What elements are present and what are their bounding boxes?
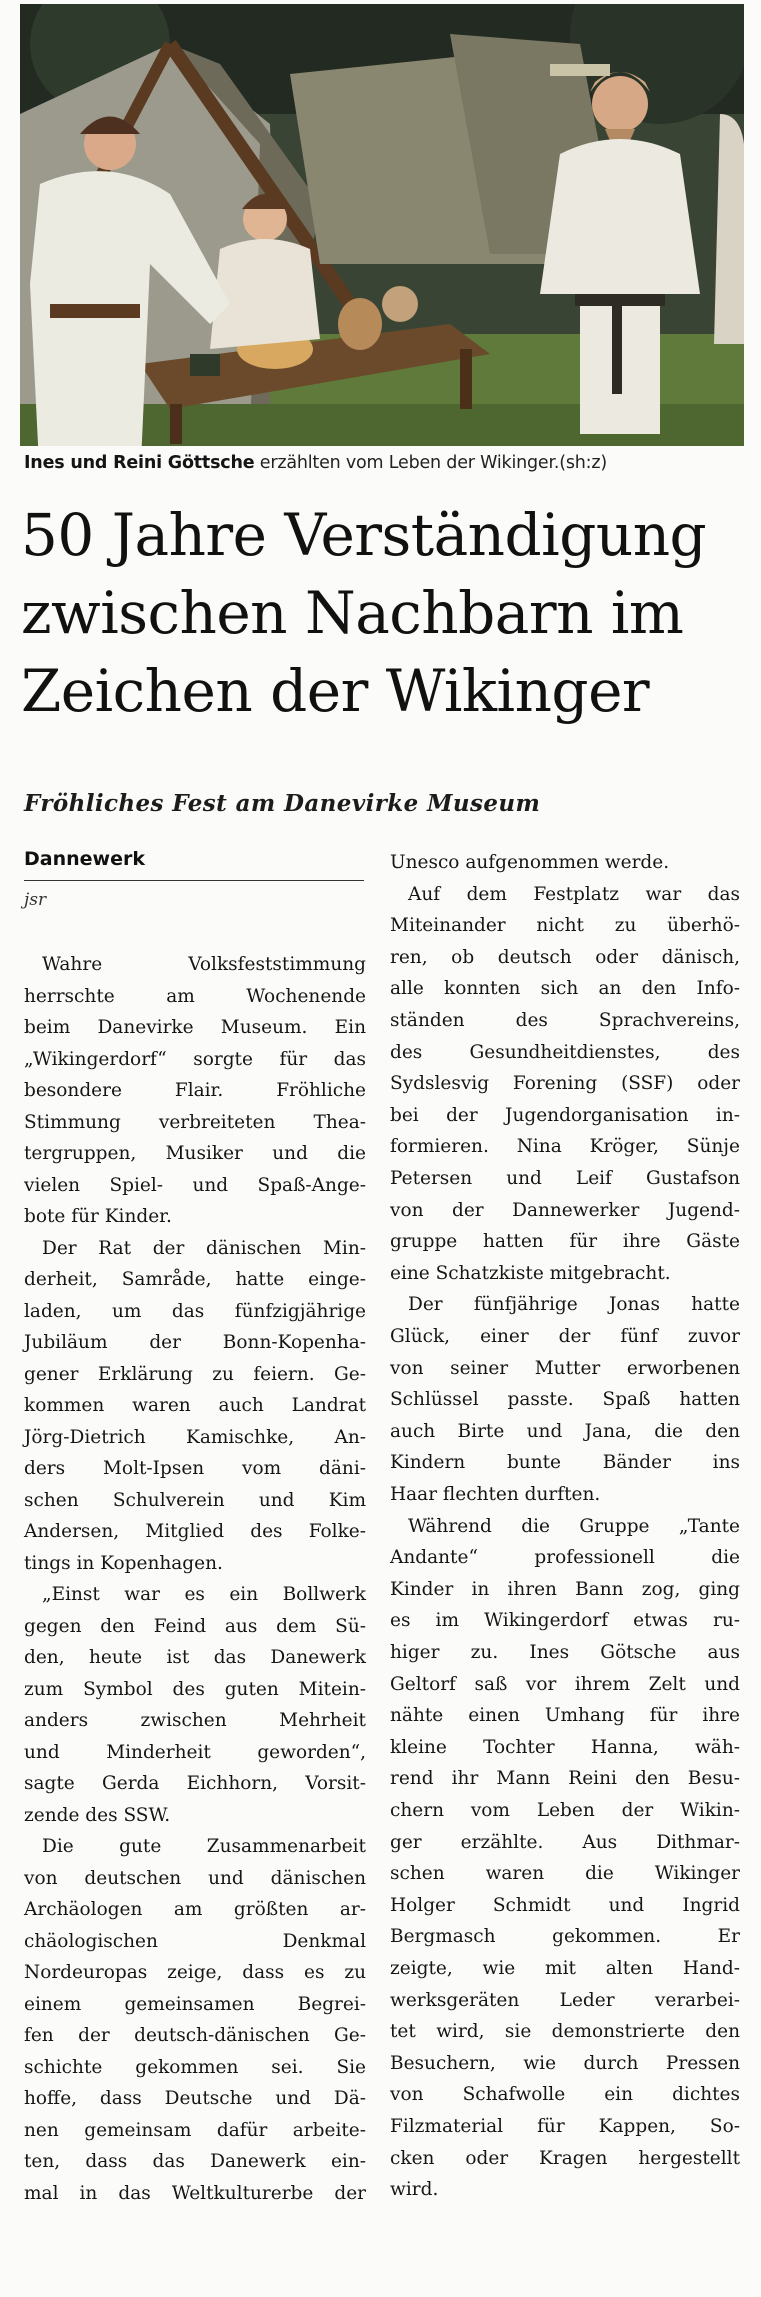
text-line: Petersen und Leif Gustafson: [390, 1168, 740, 1189]
text-line: herrschte am Wochenende: [24, 985, 366, 1007]
text-line: Haar flechten durften.: [390, 1484, 601, 1505]
text-line: Schlüssel passte. Spaß hatten: [390, 1389, 740, 1411]
text-line: chern vom Leben der Wikin-: [390, 1800, 740, 1821]
text-line: Jubiläum der Bonn-Kopenha-: [24, 1332, 366, 1353]
photo-caption: [24, 453, 744, 473]
text-line: Während die Gruppe „Tante: [408, 1515, 740, 1537]
text-line: zende des SSW.: [24, 1804, 171, 1826]
text-line: Glück, einer der fünf zuvor: [390, 1326, 740, 1347]
text-line: von seiner Mutter erworbenen: [390, 1357, 740, 1379]
text-line: schen waren die Wikinger: [390, 1863, 740, 1885]
caption-names: Ines und Reini Göttsche: [24, 453, 255, 473]
article-photo: [20, 4, 744, 446]
text-line: eine Schatzkiste mitgebracht.: [390, 1262, 671, 1284]
text-line: zeigte, wie mit alten Hand-: [390, 1958, 740, 1979]
text-line: Miteinander nicht zu überhö-: [390, 915, 740, 937]
text-line: beim Danevirke Museum. Ein: [24, 1017, 366, 1038]
text-line: wird.: [390, 2179, 439, 2201]
text-line: nen gemeinsam dafür arbeite-: [24, 2119, 366, 2141]
headline-line: zwischen Nachbarn im: [21, 579, 684, 647]
text-line: ders Molt-Ipsen vom däni-: [24, 1458, 366, 1479]
text-line: ger erzählte. Aus Dithmar-: [390, 1831, 740, 1853]
text-line: kommen waren auch Landrat: [24, 1395, 366, 1416]
text-line: higer zu. Ines Götsche aus: [390, 1642, 740, 1663]
text-line: Geltorf saß vor ihrem Zelt und: [390, 1673, 740, 1695]
text-line: formieren. Nina Kröger, Sünje: [390, 1136, 740, 1158]
text-line: gegen den Feind aus dem Sü-: [24, 1615, 366, 1637]
headline-line: 50 Jahre Verständigung: [21, 501, 707, 569]
text-line: gener Erklärung zu feiern. Ge-: [24, 1363, 366, 1385]
text-line: nähte einen Umhang für ihre: [390, 1705, 740, 1727]
text-line: fen der deutsch-dänischen Ge-: [24, 2025, 366, 2046]
text-line: „Einst war es ein Bollwerk: [42, 1584, 366, 1605]
viking-camp-illustration: [20, 4, 744, 446]
text-line: mal in das Weltkulturerbe der: [24, 2182, 366, 2204]
text-line: tings in Kopenhagen.: [24, 1552, 223, 1574]
text-line: ständen des Sprachvereins,: [390, 1010, 740, 1031]
text-line: den, heute ist das Danewerk: [24, 1647, 366, 1668]
text-line: Stimmung verbreiteten Thea-: [24, 1111, 366, 1133]
headline-line: Zeichen der Wikinger: [21, 657, 650, 725]
text-line: zum Symbol des guten Mitein-: [24, 1678, 366, 1700]
text-line: tet wird, sie demonstrierte den: [390, 2021, 740, 2043]
text-line: Archäologen am größten ar-: [24, 1899, 366, 1920]
text-line: Auf dem Festplatz war das: [408, 883, 740, 905]
text-line: Kindern bunte Bänder ins: [390, 1452, 740, 1474]
author-initials: jsr: [24, 890, 47, 910]
text-line: rend ihr Mann Reini den Besu-: [390, 1768, 740, 1790]
text-line: Nordeuropas zeige, dass es zu: [24, 1962, 366, 1983]
text-line: Filzmaterial für Kappen, So-: [390, 2116, 740, 2137]
text-line: kleine Tochter Hanna, wäh-: [390, 1736, 740, 1758]
text-line: des Gesundheitdienstes, des: [390, 1041, 740, 1063]
text-line: Besuchern, wie durch Pressen: [390, 2052, 740, 2074]
text-line: Jörg-Dietrich Kamischke, An-: [24, 1426, 366, 1448]
text-line: schichte gekommen sei. Sie: [24, 2056, 366, 2078]
text-line: chäologischen Denkmal: [24, 1930, 366, 1952]
text-line: laden, um das fünfzigjährige: [24, 1300, 366, 1322]
text-line: ten, dass das Danewerk ein-: [24, 2151, 366, 2172]
text-line: Andante“ professionell die: [390, 1547, 740, 1569]
text-line: besondere Flair. Fröhliche: [24, 1080, 366, 1101]
text-line: vielen Spiel- und Spaß-Ange-: [24, 1174, 366, 1196]
text-line: Andersen, Mitglied des Folke-: [24, 1521, 366, 1542]
text-line: Der fünfjährige Jonas hatte: [408, 1294, 740, 1316]
text-line: sagte Gerda Eichhorn, Vorsit-: [24, 1773, 366, 1794]
text-line: ren, ob deutsch oder dänisch,: [390, 946, 740, 968]
text-line: cken oder Kragen hergestellt: [390, 2147, 740, 2169]
text-line: tergruppen, Musiker und die: [24, 1143, 366, 1164]
text-line: es im Wikingerdorf etwas ru-: [390, 1610, 740, 1632]
text-line: Die gute Zusammenarbeit: [42, 1836, 366, 1857]
text-line: „Wikingerdorf“ sorgte für das: [24, 1048, 366, 1070]
text-line: derheit, Samråde, hatte einge-: [24, 1269, 366, 1290]
dateline-rule: [24, 880, 364, 881]
dateline: Dannewerk: [24, 848, 145, 870]
text-line: schen Schulverein und Kim: [24, 1489, 366, 1511]
text-line: von der Dannewerker Jugend-: [390, 1199, 740, 1221]
text-line: gruppe hatten für ihre Gäste: [390, 1231, 740, 1253]
text-line: Der Rat der dänischen Min-: [42, 1237, 366, 1259]
text-line: anders zwischen Mehrheit: [24, 1710, 366, 1731]
text-line: werksgeräten Leder verarbei-: [390, 1989, 740, 2011]
text-line: einem gemeinsamen Begrei-: [24, 1993, 366, 2015]
text-line: Wahre Volksfeststimmung: [42, 954, 366, 975]
text-line: Sydslesvig Forening (SSF) oder: [390, 1073, 740, 1095]
caption-text: erzählten vom Leben der Wikinger.(sh:z): [254, 453, 607, 473]
headline: [21, 496, 751, 730]
text-line: Kinder in ihren Bann zog, ging: [390, 1578, 740, 1600]
text-line: bote für Kinder.: [24, 1206, 172, 1227]
subheadline: Fröhliches Fest am Danevirke Museum: [24, 790, 541, 817]
text-line: Unesco aufgenommen werde.: [390, 852, 670, 873]
text-line: von Schafwolle ein dichtes: [390, 2084, 740, 2106]
text-line: von deutschen und dänischen: [24, 1867, 366, 1889]
text-line: Holger Schmidt und Ingrid: [390, 1894, 740, 1916]
text-line: Bergmasch gekommen. Er: [390, 1926, 740, 1948]
text-line: alle konnten sich an den Info-: [390, 978, 740, 1000]
text-line: auch Birte und Jana, die den: [390, 1420, 740, 1442]
text-line: bei der Jugendorganisation in-: [390, 1104, 740, 1126]
text-line: und Minderheit geworden“,: [24, 1741, 366, 1763]
text-line: hoffe, dass Deutsche und Dä-: [24, 2088, 366, 2109]
